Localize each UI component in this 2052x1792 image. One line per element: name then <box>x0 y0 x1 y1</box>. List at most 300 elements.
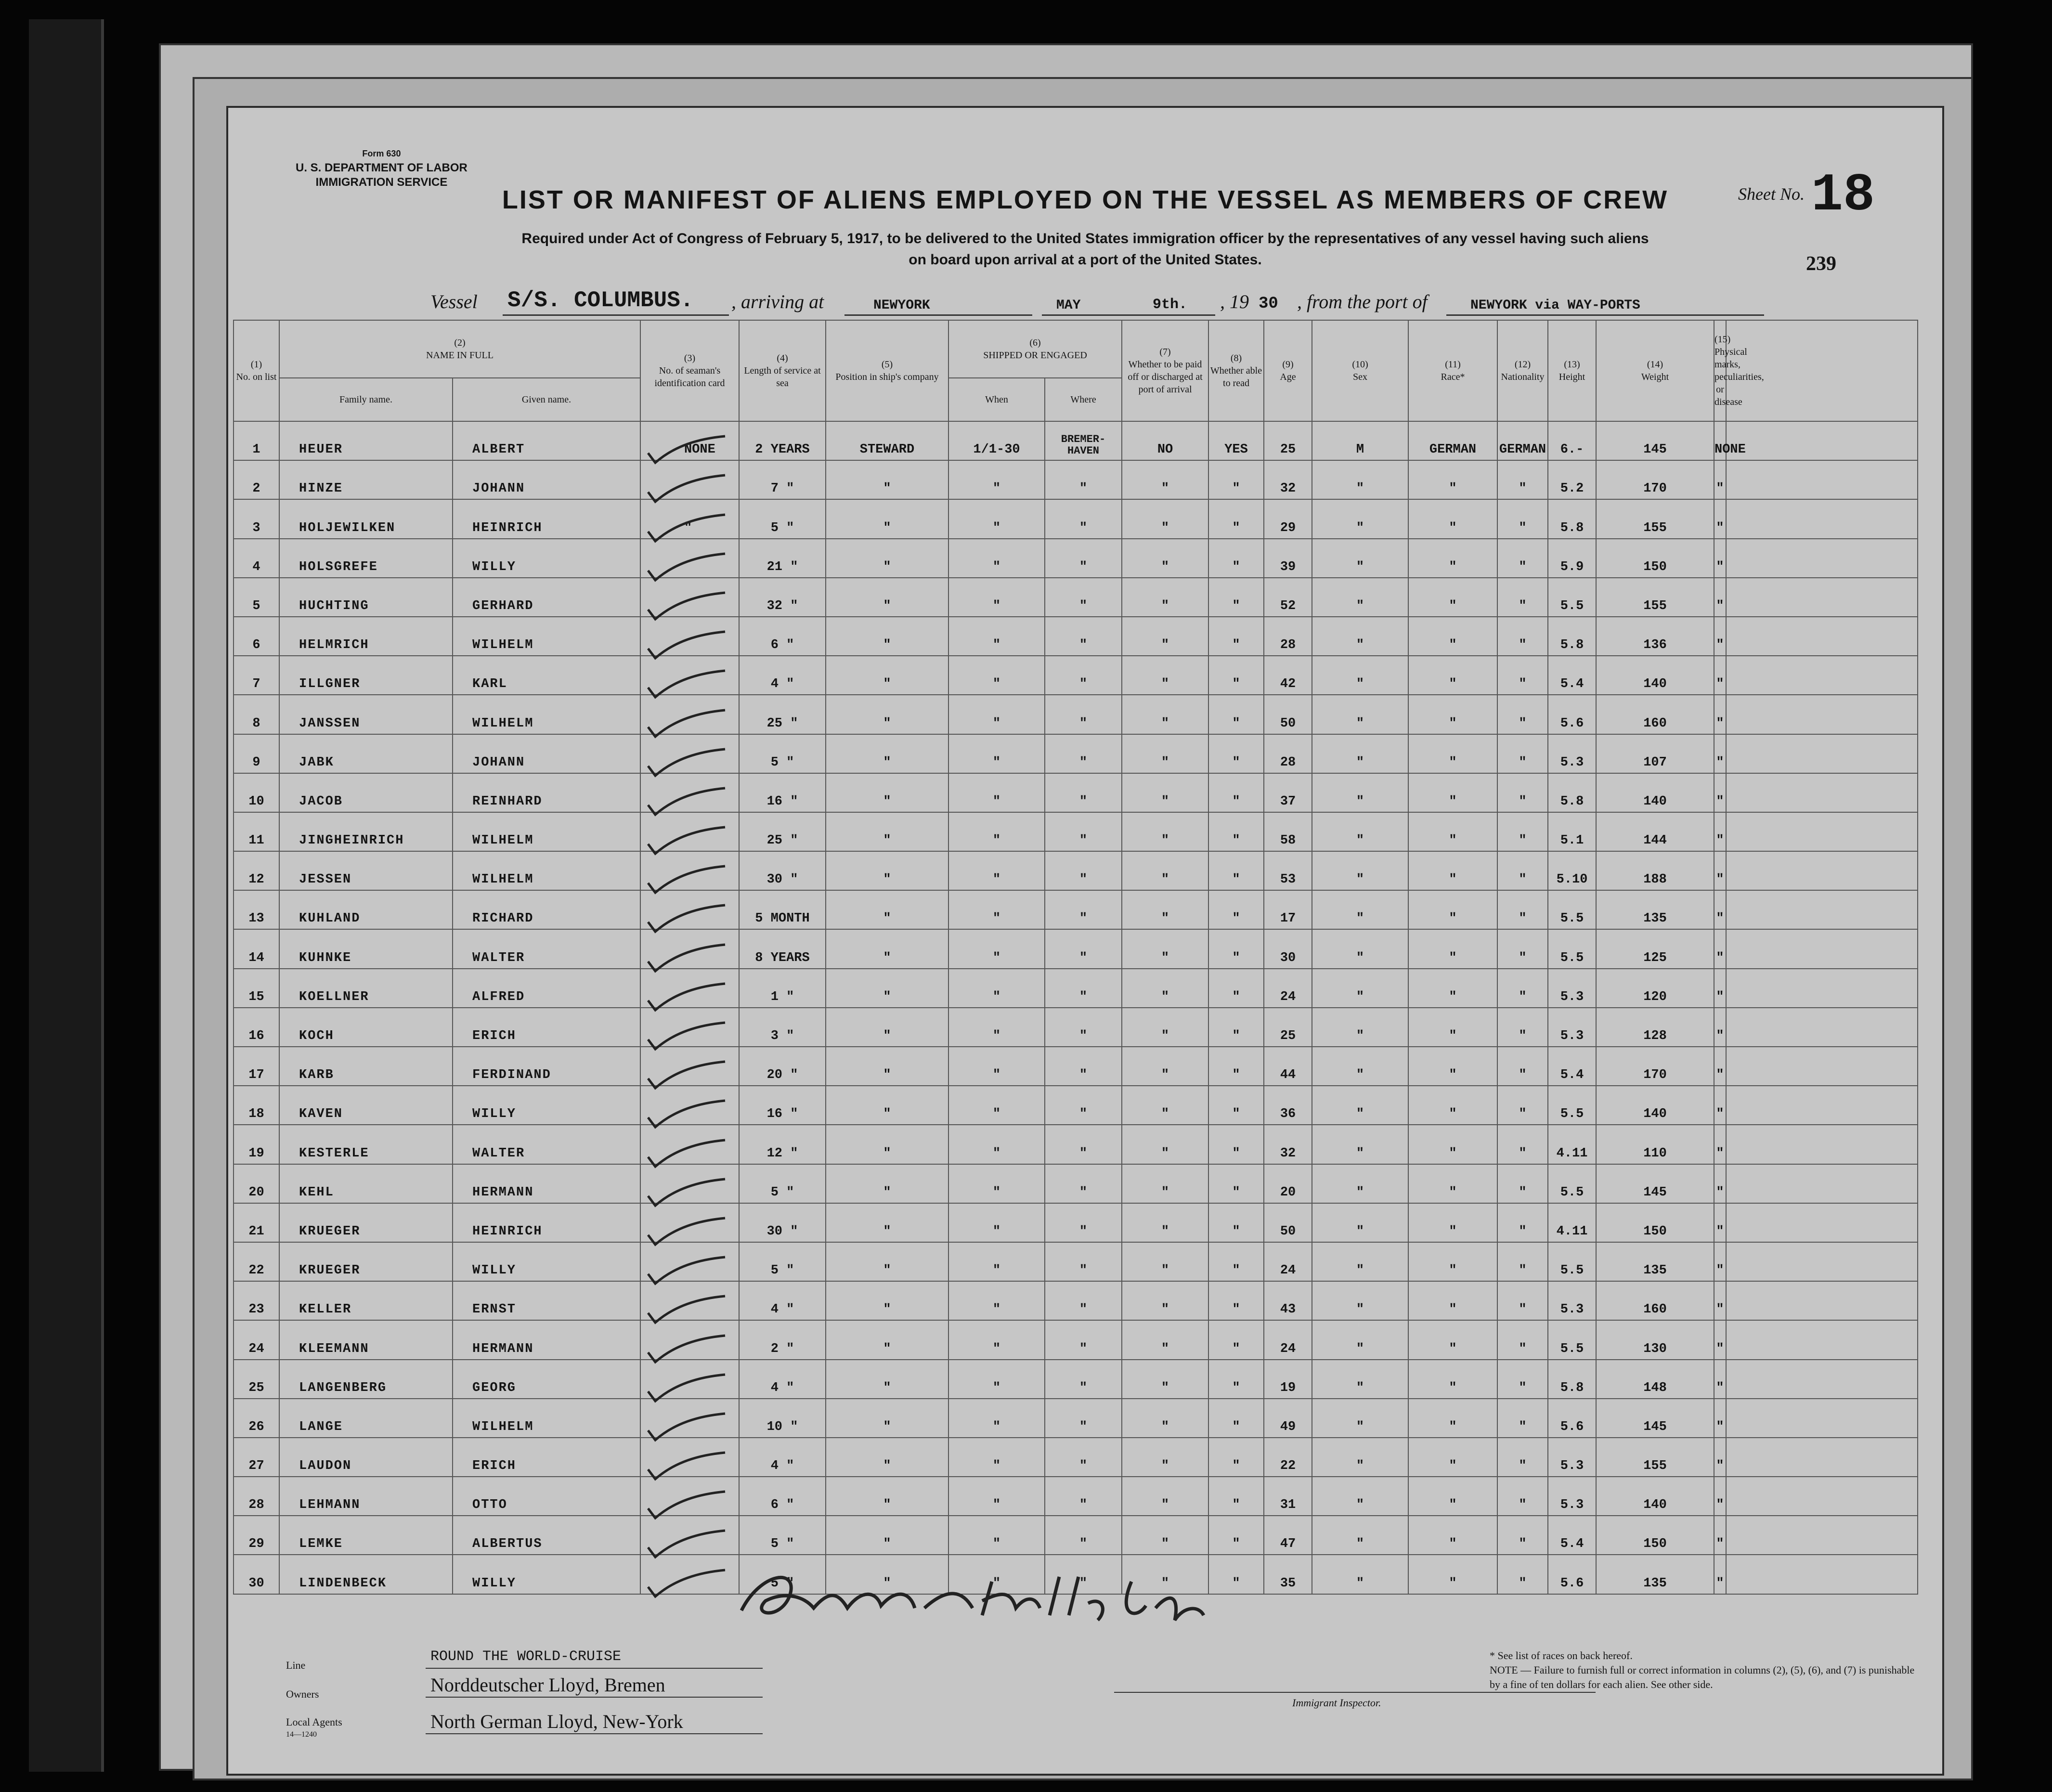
given-name-cell: HEINRICH <box>453 499 640 538</box>
row-number-cell: 18 <box>234 1086 279 1125</box>
paid-off-cell: " <box>1122 1242 1208 1281</box>
blank-cell <box>1726 812 1918 851</box>
sex-cell: " <box>1312 1242 1408 1281</box>
weight-cell: 170 <box>1596 1047 1714 1086</box>
age-cell: 58 <box>1264 812 1312 851</box>
weight-cell: 170 <box>1596 460 1714 499</box>
paid-off-cell: " <box>1122 1281 1208 1320</box>
physical-marks-cell: " <box>1714 1086 1726 1125</box>
service-length-cell: 16 " <box>739 773 826 812</box>
document-title: LIST OR MANIFEST OF ALIENS EMPLOYED ON THE VESSEL AS MEMBERS OF CREW <box>502 185 1669 214</box>
race-cell: " <box>1408 1399 1497 1438</box>
service-length-cell: 5 MONTH <box>739 890 826 929</box>
age-cell: 35 <box>1264 1555 1312 1594</box>
check-mark-icon <box>646 710 675 727</box>
sex-cell: " <box>1312 1360 1408 1399</box>
position-cell: " <box>826 812 948 851</box>
service-length-cell: 5 " <box>739 1242 826 1281</box>
position-cell: " <box>826 499 948 538</box>
check-mark-icon <box>646 436 675 453</box>
service-length-cell: 25 " <box>739 695 826 734</box>
race-cell: " <box>1408 1008 1497 1047</box>
weight-cell: 140 <box>1596 1477 1714 1516</box>
weight-cell: 150 <box>1596 1516 1714 1555</box>
weight-cell: 135 <box>1596 1242 1714 1281</box>
sheet-number: 18 <box>1811 166 1875 226</box>
shipped-where-cell: " <box>1045 1008 1122 1047</box>
col-1-header: (1) No. on list <box>234 320 279 421</box>
position-cell: " <box>826 656 948 695</box>
vessel-line <box>430 287 1875 316</box>
row-number-cell: 29 <box>234 1516 279 1555</box>
col-4-header: (4) Length of service at sea <box>739 320 826 421</box>
arrival-month: MAY <box>1056 298 1081 313</box>
sex-cell: " <box>1312 460 1408 499</box>
weight-cell: 145 <box>1596 421 1714 460</box>
height-cell: 5.4 <box>1548 1516 1596 1555</box>
crew-table <box>233 320 1918 1595</box>
sex-cell: " <box>1312 773 1408 812</box>
weight-cell: 140 <box>1596 1086 1714 1125</box>
shipped-when-cell: " <box>948 851 1045 890</box>
arriving-label: , arriving at <box>731 291 824 312</box>
able-to-read-cell: " <box>1208 890 1264 929</box>
race-cell: " <box>1408 460 1497 499</box>
nationality-cell: " <box>1497 1164 1548 1203</box>
row-number-cell: 23 <box>234 1281 279 1320</box>
given-name-cell: HEINRICH <box>453 1203 640 1242</box>
able-to-read-cell: " <box>1208 460 1264 499</box>
paid-off-cell: " <box>1122 1438 1208 1477</box>
given-name-cell: WILLY <box>453 539 640 578</box>
height-cell: 5.6 <box>1548 1399 1596 1438</box>
table-row <box>234 1008 1918 1047</box>
height-cell: 6.- <box>1548 421 1596 460</box>
check-mark-icon <box>646 1375 675 1391</box>
physical-marks-cell: " <box>1714 1242 1726 1281</box>
physical-marks-cell: " <box>1714 1047 1726 1086</box>
check-mark-icon <box>646 866 675 883</box>
id-card-cell <box>640 1047 739 1086</box>
sheet-number-label: Sheet No. <box>1738 184 1805 204</box>
service-length-cell: 3 " <box>739 1008 826 1047</box>
weight-cell: 160 <box>1596 1281 1714 1320</box>
height-cell: 5.3 <box>1548 734 1596 773</box>
nationality-cell: " <box>1497 1086 1548 1125</box>
given-name-cell: WILHELM <box>453 617 640 656</box>
shipped-when-cell: " <box>948 1203 1045 1242</box>
nationality-cell: " <box>1497 539 1548 578</box>
shipped-where-cell: " <box>1045 695 1122 734</box>
height-cell: 5.8 <box>1548 499 1596 538</box>
sex-cell: " <box>1312 578 1408 617</box>
given-name-cell: WALTER <box>453 929 640 968</box>
service-length-cell: 8 YEARS <box>739 929 826 968</box>
shipped-where-cell: " <box>1045 460 1122 499</box>
check-mark-icon <box>646 984 675 1000</box>
race-cell: " <box>1408 1086 1497 1125</box>
weight-cell: 145 <box>1596 1164 1714 1203</box>
col-5-header: (5) Position in ship's company <box>826 320 948 421</box>
sex-cell: " <box>1312 1047 1408 1086</box>
shipped-when-cell: " <box>948 773 1045 812</box>
row-number-cell: 17 <box>234 1047 279 1086</box>
check-mark-icon <box>646 1453 675 1469</box>
physical-marks-cell: " <box>1714 773 1726 812</box>
age-cell: 49 <box>1264 1399 1312 1438</box>
id-card-cell <box>640 1008 739 1047</box>
height-cell: 5.2 <box>1548 460 1596 499</box>
arriving-port: NEWYORK <box>873 298 930 313</box>
family-name-cell: KESTERLE <box>279 1125 453 1164</box>
blank-cell <box>1726 1477 1918 1516</box>
shipped-where-cell: " <box>1045 1047 1122 1086</box>
paid-off-cell: " <box>1122 1203 1208 1242</box>
able-to-read-cell: " <box>1208 695 1264 734</box>
able-to-read-cell: " <box>1208 578 1264 617</box>
check-mark-icon <box>646 1257 675 1273</box>
given-name-cell: ALBERT <box>453 421 640 460</box>
family-name-cell: LANGENBERG <box>279 1360 453 1399</box>
id-card-cell <box>640 890 739 929</box>
race-cell: " <box>1408 617 1497 656</box>
shipped-where-cell: " <box>1045 890 1122 929</box>
col-10-header: (10) Sex <box>1312 320 1408 421</box>
check-mark-icon <box>646 1531 675 1547</box>
age-cell: 53 <box>1264 851 1312 890</box>
shipped-when-cell: " <box>948 1281 1045 1320</box>
row-number-cell: 8 <box>234 695 279 734</box>
age-cell: 20 <box>1264 1164 1312 1203</box>
family-name-cell: LAUDON <box>279 1438 453 1477</box>
physical-marks-cell: " <box>1714 734 1726 773</box>
position-cell: " <box>826 969 948 1008</box>
nationality-cell: " <box>1497 929 1548 968</box>
position-cell: " <box>826 1555 948 1594</box>
weight-cell: 155 <box>1596 499 1714 538</box>
weight-cell: 150 <box>1596 1203 1714 1242</box>
check-mark-icon <box>646 1570 675 1586</box>
paid-off-cell: " <box>1122 1360 1208 1399</box>
col-8-header: (8) Whether able to read <box>1208 320 1264 421</box>
shipped-where-cell: " <box>1045 1125 1122 1164</box>
col-11-header: (11) Race* <box>1408 320 1497 421</box>
physical-marks-cell: " <box>1714 1360 1726 1399</box>
check-mark-icon <box>646 632 675 648</box>
shipped-where-cell: " <box>1045 1477 1122 1516</box>
weight-cell: 107 <box>1596 734 1714 773</box>
shipped-when-cell: " <box>948 1047 1045 1086</box>
blank-cell <box>1726 499 1918 538</box>
check-mark-icon <box>646 593 675 609</box>
table-row <box>234 1320 1918 1359</box>
check-mark-icon <box>646 945 675 961</box>
blank-cell <box>1726 929 1918 968</box>
able-to-read-cell: " <box>1208 1125 1264 1164</box>
shipped-when-cell: " <box>948 812 1045 851</box>
height-cell: 5.8 <box>1548 1360 1596 1399</box>
service-length-cell: 5 " <box>739 734 826 773</box>
race-cell: " <box>1408 695 1497 734</box>
family-name-cell: KRUEGER <box>279 1242 453 1281</box>
check-mark-icon <box>646 475 675 492</box>
shipped-when-cell: " <box>948 539 1045 578</box>
service-length-cell: 10 " <box>739 1399 826 1438</box>
col-9-header: (9) Age <box>1264 320 1312 421</box>
weight-cell: 145 <box>1596 1399 1714 1438</box>
able-to-read-cell: YES <box>1208 421 1264 460</box>
age-cell: 50 <box>1264 1203 1312 1242</box>
able-to-read-cell: " <box>1208 499 1264 538</box>
id-card-cell <box>640 851 739 890</box>
age-cell: 28 <box>1264 734 1312 773</box>
sex-cell: " <box>1312 695 1408 734</box>
physical-marks-cell: " <box>1714 617 1726 656</box>
blank-cell <box>1726 969 1918 1008</box>
family-name-cell: KRUEGER <box>279 1203 453 1242</box>
nationality-cell: " <box>1497 1203 1548 1242</box>
able-to-read-cell: " <box>1208 1242 1264 1281</box>
shipped-where-cell: " <box>1045 1164 1122 1203</box>
physical-marks-cell: " <box>1714 1125 1726 1164</box>
able-to-read-cell: " <box>1208 1360 1264 1399</box>
position-cell: STEWARD <box>826 421 948 460</box>
binder-strip <box>29 19 104 1772</box>
shipped-when-cell: " <box>948 1360 1045 1399</box>
height-cell: 5.8 <box>1548 617 1596 656</box>
service-length-cell: 4 " <box>739 1281 826 1320</box>
able-to-read-cell: " <box>1208 1164 1264 1203</box>
service-length-cell: 4 " <box>739 656 826 695</box>
row-number-cell: 12 <box>234 851 279 890</box>
shipped-when-cell: " <box>948 460 1045 499</box>
row-number-cell: 15 <box>234 969 279 1008</box>
position-cell: " <box>826 695 948 734</box>
family-name-cell: JACOB <box>279 773 453 812</box>
given-name-cell: REINHARD <box>453 773 640 812</box>
table-row <box>234 1477 1918 1516</box>
row-number-cell: 21 <box>234 1203 279 1242</box>
nationality-cell: GERMAN <box>1497 421 1548 460</box>
shipped-where-cell: " <box>1045 1086 1122 1125</box>
age-cell: 39 <box>1264 539 1312 578</box>
shipped-where-cell: " <box>1045 499 1122 538</box>
able-to-read-cell: " <box>1208 1516 1264 1555</box>
given-name-cell: ALFRED <box>453 969 640 1008</box>
check-mark-icon <box>646 671 675 687</box>
able-to-read-cell: " <box>1208 1047 1264 1086</box>
id-card-cell <box>640 695 739 734</box>
nationality-cell: " <box>1497 1281 1548 1320</box>
sex-cell: " <box>1312 890 1408 929</box>
shipped-when-cell: " <box>948 1320 1045 1359</box>
id-card-cell <box>640 1125 739 1164</box>
page-number: 239 <box>1806 253 1836 275</box>
age-cell: 47 <box>1264 1516 1312 1555</box>
height-cell: 5.4 <box>1548 656 1596 695</box>
weight-cell: 144 <box>1596 812 1714 851</box>
given-name-cell: WILHELM <box>453 851 640 890</box>
row-number-cell: 3 <box>234 499 279 538</box>
blank-cell <box>1726 851 1918 890</box>
height-cell: 5.5 <box>1548 1086 1596 1125</box>
sex-cell: " <box>1312 1203 1408 1242</box>
paid-off-cell: " <box>1122 773 1208 812</box>
position-cell: " <box>826 1438 948 1477</box>
paid-off-cell: " <box>1122 1477 1208 1516</box>
table-row <box>234 1086 1918 1125</box>
height-cell: 5.5 <box>1548 890 1596 929</box>
family-name-header: Family name. <box>279 378 453 421</box>
physical-marks-cell: NONE <box>1714 421 1726 460</box>
sex-cell: " <box>1312 656 1408 695</box>
row-number-cell: 7 <box>234 656 279 695</box>
form-code: 14—1240 <box>286 1730 317 1739</box>
position-cell: " <box>826 617 948 656</box>
sex-cell: " <box>1312 499 1408 538</box>
shipped-where-cell: " <box>1045 851 1122 890</box>
family-name-cell: KAVEN <box>279 1086 453 1125</box>
race-cell: GERMAN <box>1408 421 1497 460</box>
age-cell: 42 <box>1264 656 1312 695</box>
able-to-read-cell: " <box>1208 969 1264 1008</box>
age-cell: 32 <box>1264 460 1312 499</box>
shipped-where-cell: " <box>1045 617 1122 656</box>
physical-marks-cell: " <box>1714 1203 1726 1242</box>
row-number-cell: 27 <box>234 1438 279 1477</box>
height-cell: 5.10 <box>1548 851 1596 890</box>
weight-cell: 140 <box>1596 773 1714 812</box>
vessel-name: S/S. COLUMBUS. <box>507 288 694 313</box>
position-cell: " <box>826 578 948 617</box>
check-mark-icon <box>646 1179 675 1195</box>
row-number-cell: 9 <box>234 734 279 773</box>
nationality-cell: " <box>1497 969 1548 1008</box>
position-cell: " <box>826 1281 948 1320</box>
service-length-cell: 5 " <box>739 499 826 538</box>
paid-off-cell: " <box>1122 851 1208 890</box>
physical-marks-cell: " <box>1714 460 1726 499</box>
family-name-cell: HUCHTING <box>279 578 453 617</box>
row-number-cell: 10 <box>234 773 279 812</box>
height-cell: 5.5 <box>1548 929 1596 968</box>
race-cell: " <box>1408 578 1497 617</box>
check-mark-icon <box>646 788 675 805</box>
nationality-cell: " <box>1497 812 1548 851</box>
blank-cell <box>1726 1047 1918 1086</box>
race-cell: " <box>1408 1281 1497 1320</box>
given-name-cell: WILHELM <box>453 695 640 734</box>
family-name-cell: KELLER <box>279 1281 453 1320</box>
able-to-read-cell: " <box>1208 1320 1264 1359</box>
race-cell: " <box>1408 1164 1497 1203</box>
age-cell: 25 <box>1264 421 1312 460</box>
age-cell: 29 <box>1264 499 1312 538</box>
blank-cell <box>1726 1281 1918 1320</box>
physical-marks-cell: " <box>1714 578 1726 617</box>
check-mark-icon <box>646 749 675 766</box>
service-length-cell: 30 " <box>739 1203 826 1242</box>
inspector-signature <box>722 1562 1252 1632</box>
height-cell: 5.6 <box>1548 695 1596 734</box>
id-card-cell <box>640 1203 739 1242</box>
col-2-header: (2) NAME IN FULL <box>279 320 640 378</box>
col-14-header: (14) Weight <box>1596 320 1714 421</box>
family-name-cell: JANSSEN <box>279 695 453 734</box>
table-row <box>234 617 1918 656</box>
blank-cell <box>1726 1320 1918 1359</box>
row-number-cell: 28 <box>234 1477 279 1516</box>
able-to-read-cell: " <box>1208 539 1264 578</box>
nationality-cell: " <box>1497 656 1548 695</box>
family-name-cell: LANGE <box>279 1399 453 1438</box>
race-cell: " <box>1408 1242 1497 1281</box>
blank-cell <box>1726 460 1918 499</box>
height-cell: 5.3 <box>1548 1281 1596 1320</box>
service-length-cell: 20 " <box>739 1047 826 1086</box>
id-card-cell <box>640 1477 739 1516</box>
year-suffix: 30 <box>1259 295 1278 313</box>
sex-cell: " <box>1312 1438 1408 1477</box>
blank-cell <box>1726 773 1918 812</box>
where-header: Where <box>1045 378 1122 421</box>
shipped-where-cell: " <box>1045 539 1122 578</box>
nationality-cell: " <box>1497 1399 1548 1438</box>
physical-marks-cell: " <box>1714 1516 1726 1555</box>
race-cell: " <box>1408 929 1497 968</box>
sex-cell: " <box>1312 617 1408 656</box>
shipped-where-cell: " <box>1045 969 1122 1008</box>
paid-off-cell: " <box>1122 1164 1208 1203</box>
service-length-cell: 6 " <box>739 617 826 656</box>
id-card-cell <box>640 1320 739 1359</box>
shipped-where-cell: BREMER-HAVEN <box>1045 421 1122 460</box>
table-row <box>234 1399 1918 1438</box>
family-name-cell: KUHNKE <box>279 929 453 968</box>
weight-cell: 160 <box>1596 695 1714 734</box>
able-to-read-cell: " <box>1208 851 1264 890</box>
paid-off-cell: " <box>1122 1086 1208 1125</box>
year-prefix: , 19 <box>1220 291 1249 312</box>
check-mark-icon <box>646 827 675 844</box>
service-length-cell: 32 " <box>739 578 826 617</box>
age-cell: 36 <box>1264 1086 1312 1125</box>
paid-off-cell: " <box>1122 1516 1208 1555</box>
position-cell: " <box>826 1008 948 1047</box>
id-card-cell <box>640 1242 739 1281</box>
arrival-day: 9th. <box>1153 297 1188 313</box>
able-to-read-cell: " <box>1208 734 1264 773</box>
position-cell: " <box>826 1360 948 1399</box>
document-subtitle <box>373 228 1798 271</box>
row-number-cell: 19 <box>234 1125 279 1164</box>
col-blank-header <box>1726 320 1918 421</box>
shipped-where-cell: " <box>1045 578 1122 617</box>
height-cell: 4.11 <box>1548 1203 1596 1242</box>
race-cell: " <box>1408 656 1497 695</box>
family-name-cell: LINDENBECK <box>279 1555 453 1594</box>
paid-off-cell: " <box>1122 1008 1208 1047</box>
race-cell: " <box>1408 1320 1497 1359</box>
family-name-cell: KUHLAND <box>279 890 453 929</box>
service-length-cell: 5 " <box>739 1516 826 1555</box>
paid-off-cell: " <box>1122 539 1208 578</box>
id-card-cell <box>640 734 739 773</box>
race-cell: " <box>1408 969 1497 1008</box>
race-cell: " <box>1408 1555 1497 1594</box>
paid-off-cell: " <box>1122 969 1208 1008</box>
weight-cell: 120 <box>1596 969 1714 1008</box>
